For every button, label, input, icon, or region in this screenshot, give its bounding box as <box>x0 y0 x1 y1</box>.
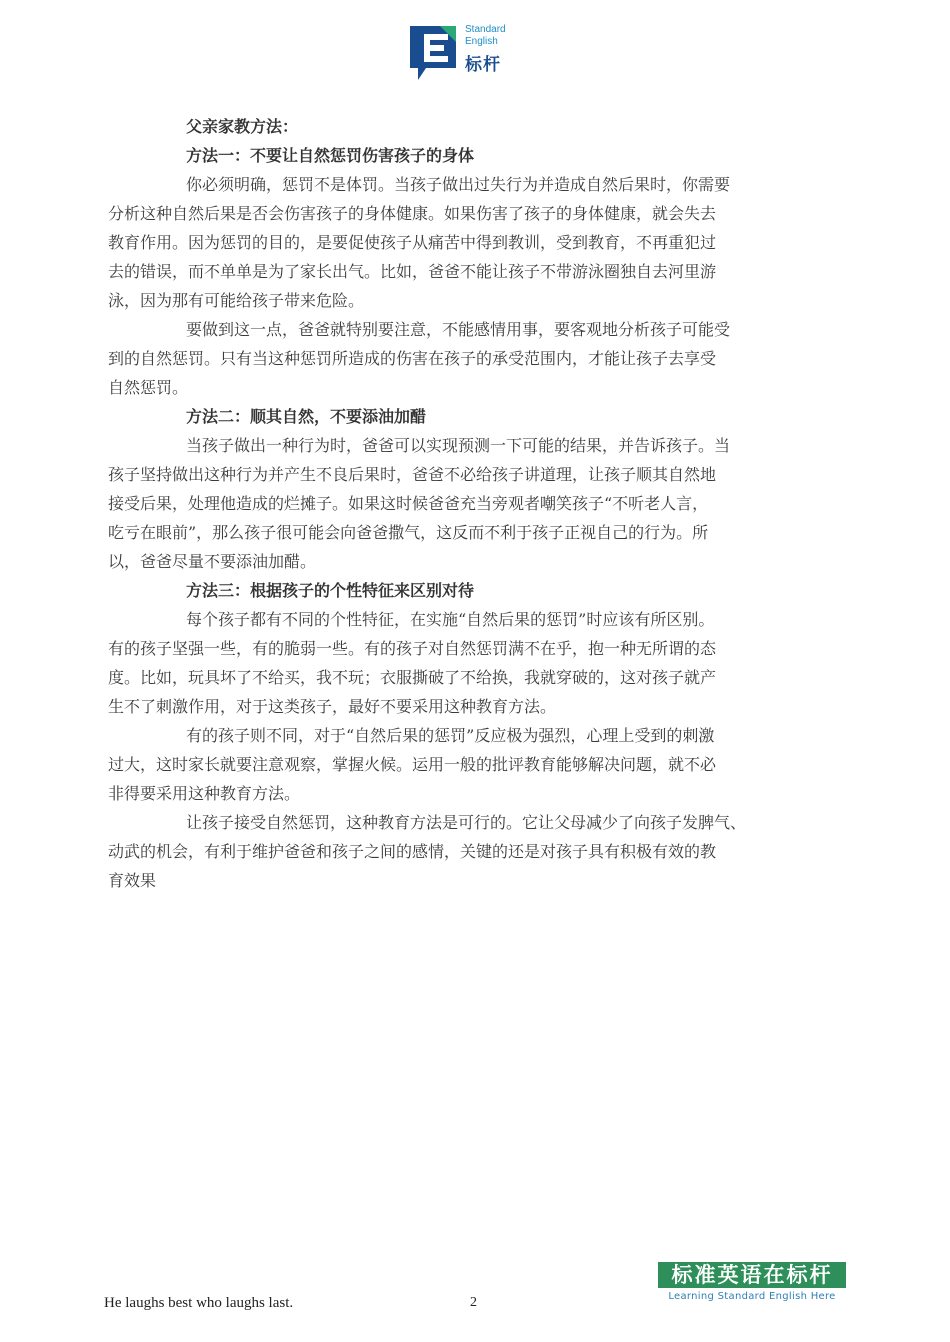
header-logo <box>410 22 522 84</box>
paragraph-line: 去的错误，而不单单是为了家长出气。比如，爸爸不能让孩子不带游泳圈独自去河里游 <box>108 262 717 281</box>
footer-logo <box>658 1262 846 1302</box>
method1-heading: 方法一：不要让自然惩罚伤害孩子的身体 <box>186 146 475 165</box>
paragraph-line: 动武的机会，有利于维护爸爸和孩子之间的感情，关键的还是对孩子具有积极有效的教 <box>108 842 717 861</box>
logo-text-standard: Standard <box>465 24 506 35</box>
paragraph-line: 教育作用。因为惩罚的目的，是要促使孩子从痛苦中得到教训，受到教育，不再重犯过 <box>108 233 717 252</box>
footer-logo-cn: 标准英语在标杆 <box>658 1262 846 1288</box>
footer-logo-en: Learning Standard English Here <box>668 1291 836 1302</box>
paragraph-line: 孩子坚持做出这种行为并产生不良后果时，爸爸不必给孩子讲道理，让孩子顺其自然地 <box>108 465 717 484</box>
paragraph-line: 育效果 <box>108 871 157 890</box>
method2-heading: 方法二：顺其自然，不要添油加醋 <box>186 407 427 426</box>
footer-quote: He laughs best who laughs last. <box>104 1295 294 1311</box>
paragraph-line: 生不了刺激作用，对于这类孩子，最好不要采用这种教育方法。 <box>108 697 557 716</box>
paragraph-line: 泳，因为那有可能给孩子带来危险。 <box>108 291 365 310</box>
paragraph-line: 当孩子做出一种行为时，爸爸可以实现预测一下可能的结果，并告诉孩子。当 <box>186 436 731 455</box>
paragraph-line: 分析这种自然后果是否会伤害孩子的身体健康。如果伤害了孩子的身体健康，就会失去 <box>108 204 717 223</box>
paragraph-line: 有的孩子则不同，对于“自然后果的惩罚”反应极为强烈，心理上受到的刺激 <box>186 726 715 745</box>
paragraph-line: 接受后果，处理他造成的烂摊子。如果这时候爸爸充当旁观者嘲笑孩子“不听老人言， <box>108 494 709 513</box>
paragraph-line: 你必须明确，惩罚不是体罚。当孩子做出过失行为并造成自然后果时，你需要 <box>186 175 731 194</box>
paragraph-line: 以，爸爸尽量不要添油加醋。 <box>108 552 317 571</box>
paragraph-line: 让孩子接受自然惩罚，这种教育方法是可行的。它让父母减少了向孩子发脾气、 <box>186 813 747 832</box>
paragraph-line: 吃亏在眼前”，那么孩子很可能会向爸爸撒气，这反而不利于孩子正视自己的行为。所 <box>108 523 709 542</box>
paragraph-line: 度。比如，玩具坏了不给买，我不玩；衣服撕破了不给换，我就穿破的，这对孩子就产 <box>108 668 717 687</box>
section-title: 父亲家教方法： <box>186 117 299 136</box>
paragraph-line: 过大，这时家长就要注意观察，掌握火候。运用一般的批评教育能够解决问题，就不必 <box>108 755 717 774</box>
logo-text-cn: 标杆 <box>465 55 501 75</box>
paragraph-line: 每个孩子都有不同的个性特征，在实施“自然后果的惩罚”时应该有所区别。 <box>186 610 715 629</box>
paragraph-line: 要做到这一点，爸爸就特别要注意，不能感情用事，要客观地分析孩子可能受 <box>186 320 731 339</box>
paragraph-line: 自然惩罚。 <box>108 378 189 397</box>
paragraph-line: 有的孩子坚强一些，有的脆弱一些。有的孩子对自然惩罚满不在乎，抱一种无所谓的态 <box>108 639 717 658</box>
logo-text-english: English <box>465 36 498 47</box>
standard-english-logo-icon <box>410 22 466 84</box>
article-body <box>108 112 846 895</box>
method3-heading: 方法三：根据孩子的个性特征来区别对待 <box>186 581 475 600</box>
page-number: 2 <box>470 1295 477 1310</box>
paragraph-line: 到的自然惩罚。只有当这种惩罚所造成的伤害在孩子的承受范围内，才能让孩子去享受 <box>108 349 717 368</box>
paragraph-line: 非得要采用这种教育方法。 <box>108 784 301 803</box>
